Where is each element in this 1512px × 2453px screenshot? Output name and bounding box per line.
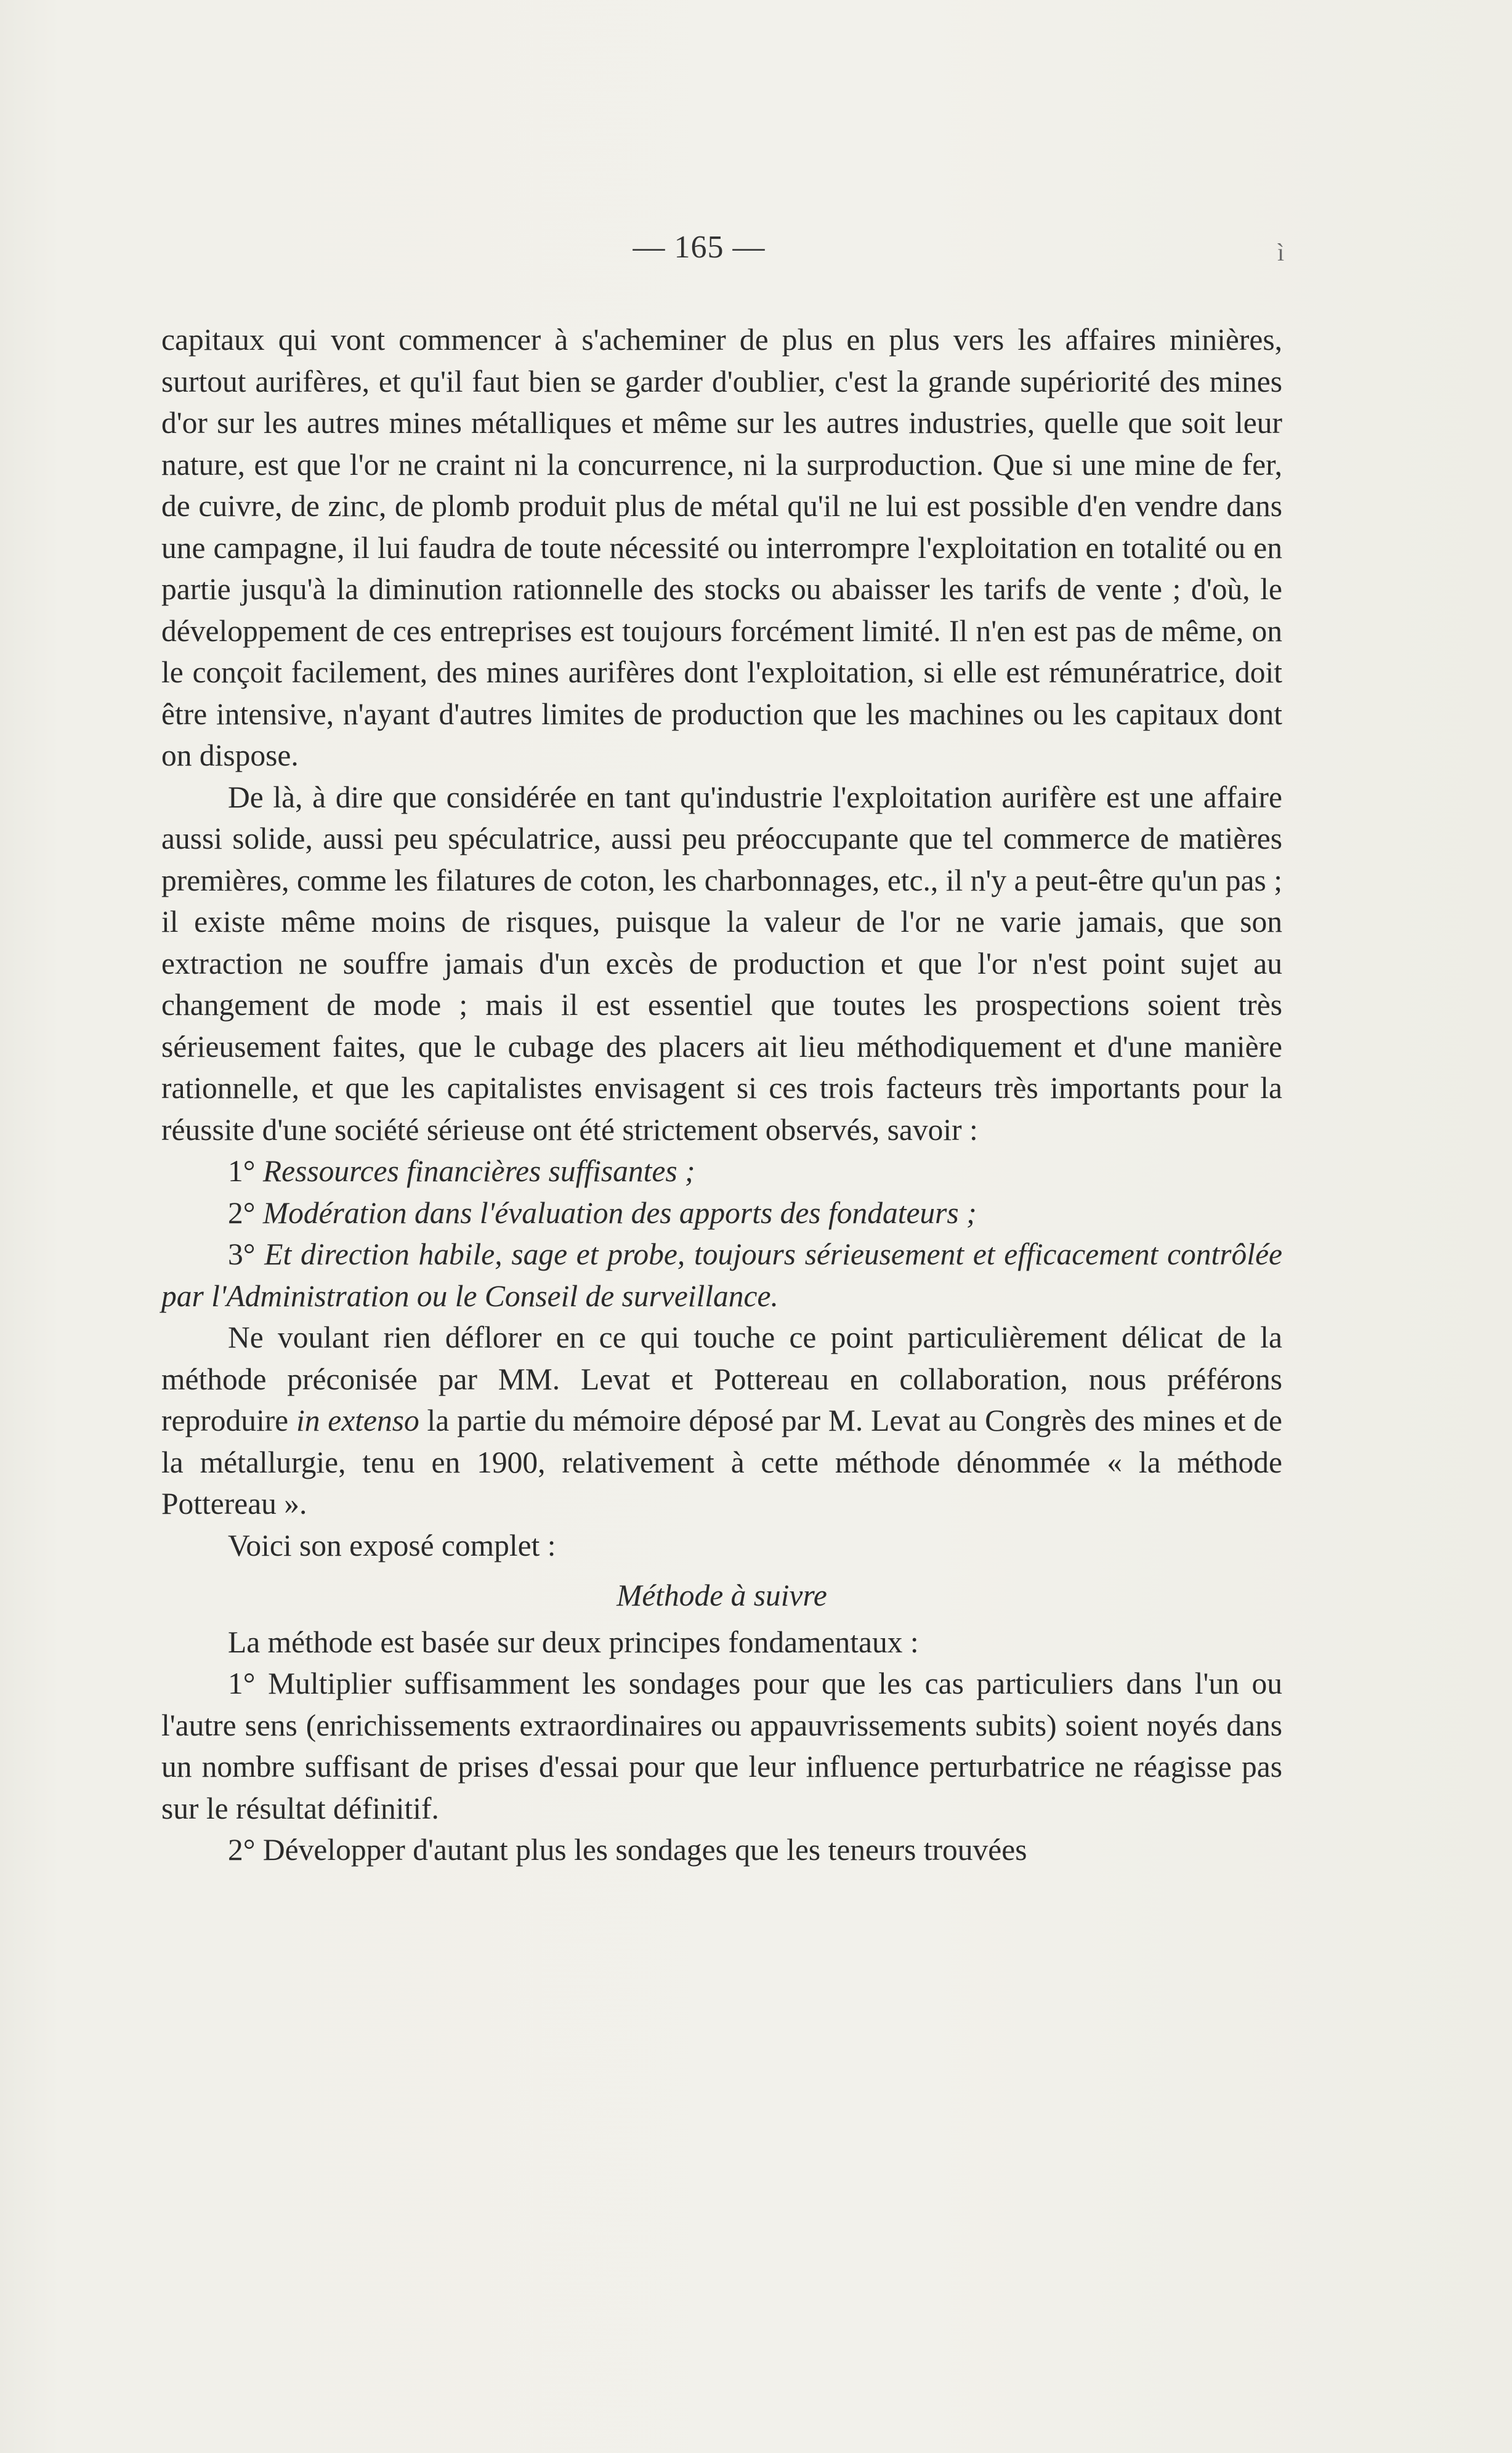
principle-text-2: Développer d'autant plus les sondages que les teneurs trouvées — [262, 1833, 1027, 1867]
list-number-3: 3° — [228, 1237, 256, 1271]
list-item-3 — [161, 1234, 1282, 1317]
paragraph-ne-voulant-part-a: Ne voulant rien déflorer en ce qui touche ce point particulièrement délicat de la méthode préconisée par MM. Levat et Pottereau en collaboration, nous préférons reproduire — [161, 1320, 1282, 1437]
list-item-2 — [161, 1192, 1282, 1234]
list-text-3: Et direction habile, sage et probe, toujours sérieusement et efficacement contrôlée par l'Administration ou le Conseil de surveillance. — [161, 1237, 1283, 1313]
list-text-2: Modération dans l'évaluation des apports des fondateurs ; — [262, 1195, 977, 1230]
page-number: — 165 — — [633, 230, 766, 265]
paragraph-de-la: De là, à dire que considérée en tant qu'industrie l'exploitation aurifère est une affaire aussi solide, aussi peu spéculatrice, aussi peu préoccupante que tel commerce de matières premières, comme les filatures de coton, les charbonnages, etc., il n'y a peut-être qu'un pas ; il existe même moins de risques, puisque la valeur de l'or ne varie jamais, que son extraction ne souffre jamais d'un excès de production et que l'or n'est point sujet au changement de mode ; mais il est essentiel que toutes les prospections soient très sérieusement faites, que le cubage des placers ait lieu méthodiquement et d'une manière rationnelle, et que les capitalistes envisagent si ces trois facteurs très importants pour la réussite d'une société sérieuse ont été strictement observés, savoir : — [161, 780, 1282, 1147]
principle-number-1: 1° — [228, 1667, 256, 1700]
paragraph-ne-voulant — [161, 1317, 1282, 1525]
paragraph-la-methode: La méthode est basée sur deux principes fondamentaux : — [228, 1625, 919, 1659]
list-number-2: 2° — [228, 1195, 256, 1230]
list-item-1 — [161, 1150, 1282, 1192]
principle-number-2: 2° — [228, 1833, 256, 1867]
paragraph-principle-2 — [161, 1829, 1282, 1871]
corner-mark: ì — [1277, 238, 1285, 266]
list-number-1: 1° — [228, 1154, 256, 1188]
in-extenso: in extenso — [296, 1404, 419, 1437]
paragraph-principle-1 — [161, 1663, 1282, 1829]
page-body — [161, 319, 1282, 1871]
paragraph-voici: Voici son exposé complet : — [228, 1528, 556, 1562]
paragraph-ne-voulant-part-b: la partie du mémoire déposé par M. Levat au Congrès des mines et de la métallurgie, tenu en 1900, relativement à cette méthode dénommée « la méthode Pottereau ». — [161, 1404, 1283, 1521]
paragraph-capitaux: capitaux qui vont commencer à s'acheminer de plus en plus vers les affaires minières, surtout aurifères, et qu'il faut bien se garder d'oublier, c'est la grande supériorité des mines d'or sur les autres mines métalliques et même sur les autres industries, quelle que soit leur nature, est que l'or ne craint ni la concurrence, ni la surproduction. Que si une mine de fer, de cuivre, de zinc, de plomb produit plus de métal qu'il ne lui est possible d'en vendre dans une campagne, il lui faudra de toute nécessité ou interrompre l'exploitation en totalité ou en partie jusqu'à la diminution rationnelle des stocks ou abaisser les tarifs de vente ; d'où, le développement de ces entreprises est toujours forcément limité. Il n'en est pas de même, on le conçoit facilement, des mines aurifères dont l'exploitation, si elle est rémunératrice, doit être intensive, n'ayant d'autres limites de production que les machines ou les capitaux dont on dispose. — [161, 323, 1282, 772]
section-heading: Méthode à suivre — [617, 1578, 827, 1612]
principle-text-1: Multiplier suffisamment les sondages pour que les cas particuliers dans l'un ou l'autre sens (enrichissements extraordinaires ou appauvrissements subits) soient noyés dans un nombre suffisant de prises d'essai pour que leur influence perturbatrice ne réagisse pas sur le résultat définitif. — [161, 1667, 1282, 1825]
list-text-1: Ressources financières suffisantes ; — [262, 1154, 695, 1188]
